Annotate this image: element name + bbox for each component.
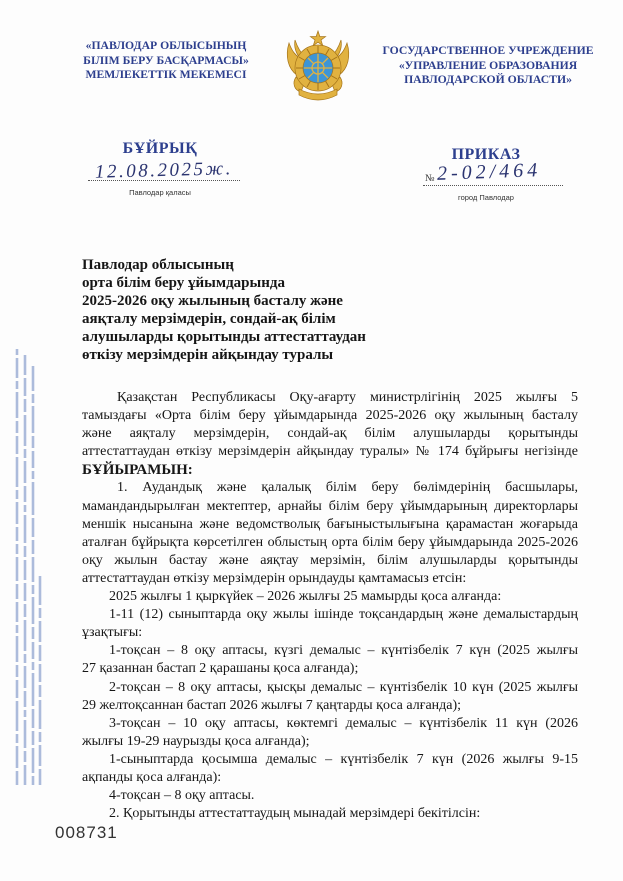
order-heading-kazakh: БҰЙРЫҚ: [122, 140, 198, 157]
body-line: 2025 жылғы 1 қыркүйек – 2026 жылғы 25 мамырды қоса алғанда:: [109, 589, 502, 605]
body-line: 2-тоқсан – 8 оқу аптасы, қысқы демалыс – күнтізбелік 10 күн (2025 жылғы: [109, 679, 578, 695]
state-emblem-icon: [283, 29, 353, 103]
subject-line: Павлодар облысының: [82, 257, 234, 273]
issuer-line: ГОСУДАРСТВЕННОЕ УЧРЕЖДЕНИЕ: [382, 44, 594, 57]
body-line: аталған бұйрықта көрсетілген облыстың орта білім беру ұйымдарында 2025-2026: [82, 534, 578, 550]
body-line: 2. Қорытынды аттестаттаудың мынадай мерзімдері бекітілсін:: [109, 806, 481, 822]
body-line: 1-сыныптарда қосымша демалыс – күнтізбелік 7 күн (2026 жылғы 9-15: [109, 751, 578, 767]
order-heading-russian: ПРИКАЗ: [451, 146, 521, 163]
margin-registration-stamp: [8, 345, 44, 785]
order-command: БҰЙЫРАМЫН:: [82, 462, 193, 479]
emblem-shanyrak: [304, 54, 332, 82]
subject-line: 2025-2026 оқу жылының басталу және: [82, 293, 343, 310]
body-line: 3-тоқсан – 10 оқу аптасы, көктемгі демалыс – күнтізбелік 11 күн (2026: [109, 715, 578, 731]
order-date-handwritten: 12.08.2025ж.: [94, 158, 234, 183]
issuer-line: ПАВЛОДАРСКОЙ ОБЛАСТИ»: [404, 73, 572, 87]
emblem-star: [310, 31, 325, 46]
subject-line: аяқталу мерзімдерін, сондай-ақ білім: [82, 311, 336, 328]
subject-line: өткізу мерзімдерін айқындау туралы: [82, 347, 334, 364]
subject-line: орта білім беру ұйымдарында: [82, 275, 285, 292]
body-line: 1-тоқсан – 8 оқу аптасы, күзгі демалыс – күнтізбелік 7 күн (2025 жылғы: [109, 643, 578, 659]
body-line: 1-11 (12) сыныптарда оқу жылы ішінде тоқсандардың және демалыстардың: [109, 607, 578, 623]
issuer-line: «ПАВЛОДАР ОБЛЫСЫНЫҢ: [85, 39, 247, 52]
body-line: 1. Аудандық және қалалық білім беру бөлімдерінің басшылары,: [117, 480, 578, 496]
form-serial-number: 008731: [55, 823, 118, 842]
order-number-handwritten: 2-02/464: [436, 159, 542, 185]
issuer-line: БІЛІМ БЕРУ БАСҚАРМАСЫ»: [83, 53, 249, 67]
preamble-line: Қазақстан Республикасы Оқу-ағарту министрлігінің 2025 жылғы 5: [117, 390, 578, 405]
order-number-field: [423, 159, 563, 186]
number-sign: №: [425, 173, 435, 184]
issuer-line: МЕМЛЕКЕТТІК МЕКЕМЕСІ: [85, 68, 247, 82]
body-line: жылғы 19-29 наурызды қоса алғанда);: [82, 733, 310, 749]
order-date-field: [88, 158, 240, 183]
body-line: ақпанды қоса алғанда):: [82, 769, 222, 785]
body-line: 4-тоқсан – 8 оқу аптасы.: [109, 788, 255, 804]
body-line: аттестаттаудан өткізу мерзімдерін орындауды қамтамасыз етсін:: [82, 570, 467, 586]
issuer-line: «УПРАВЛЕНИЕ ОБРАЗОВАНИЯ: [398, 58, 578, 72]
body-line: оқу жылын бастау және аяқтау мерзімін, білім алушыларды қорытынды: [82, 552, 578, 568]
order-body: [82, 389, 578, 823]
place-russian: город Павлодар: [458, 193, 514, 202]
preamble-line: тамыздағы «Орта білім беру ұйымдарында 2025-2026 оқу жылының басталу: [82, 408, 578, 424]
body-line: ұзақтығы:: [82, 625, 143, 641]
margin-stamp-graphic: [8, 345, 44, 785]
order-subject: [82, 256, 412, 365]
emblem-graphic: [283, 29, 353, 103]
subject-line: алушыларды қорытынды аттестаттаудан: [82, 329, 366, 346]
body-line: меншік нысанына және ведомстволық бағыныстылығына қарамастан жоғарыда: [82, 516, 578, 532]
issuer-name-kazakh: [68, 39, 264, 83]
body-line: мамандандырылған мектептер, арнайы білім беру ұйымдарының директорлары: [82, 498, 578, 514]
body-line: 27 қазаннан бастап 2 қарашаны қоса алғанда);: [82, 661, 359, 677]
preamble-line: және аяқталу мерзімдерін, сондай-ақ білім алушыларды қорытынды: [82, 426, 578, 442]
place-kazakh: Павлодар қаласы: [129, 188, 191, 197]
body-line: 29 желтоқсаннан бастап 2026 жылғы 7 қаңтарды қоса алғанда);: [82, 697, 462, 713]
preamble-line: аттестаттаудан өткізу мерзімдерін айқындау туралы» № 174 бұйрығы негізінде: [82, 444, 578, 460]
issuer-name-russian: [377, 44, 599, 88]
